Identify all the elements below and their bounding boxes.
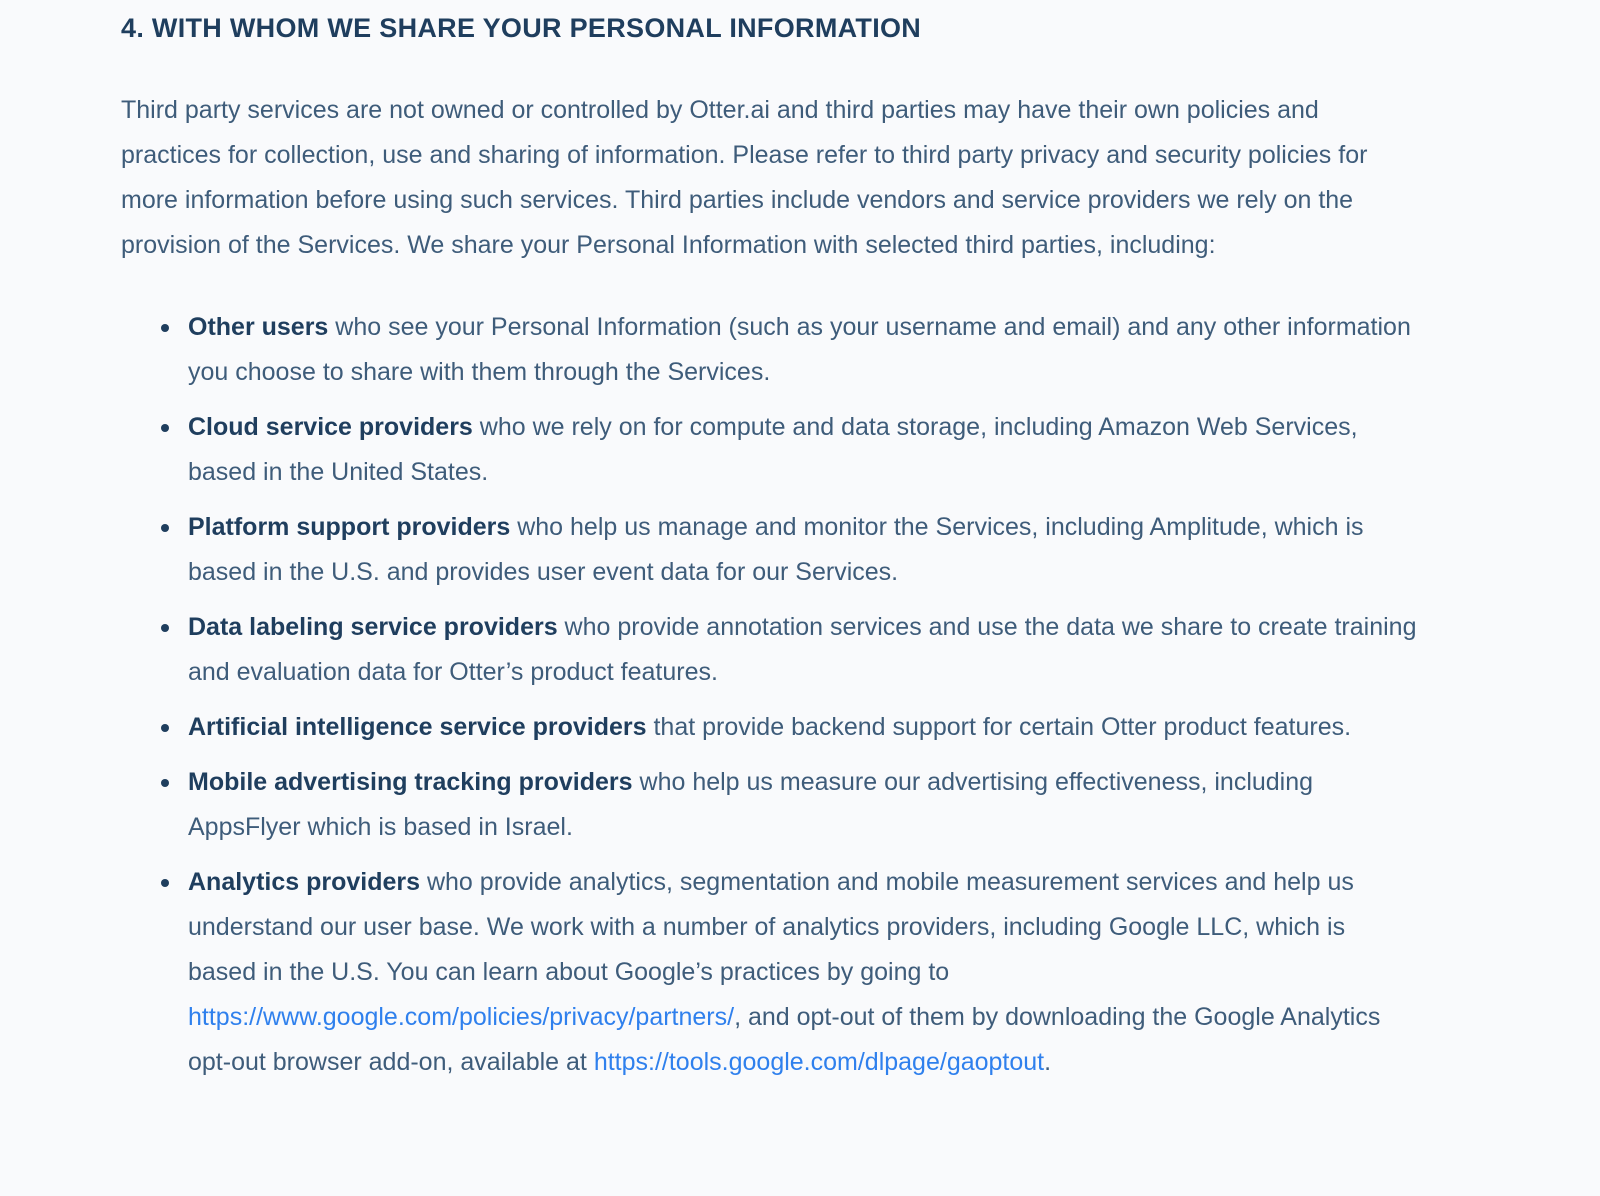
list-item-other-users	[121, 305, 1418, 395]
bullet-icon	[161, 879, 169, 887]
bullet-icon	[161, 424, 169, 432]
list-item-text: who we rely on for compute and data storage, including Amazon Web Services, based in the United States.	[188, 413, 1358, 486]
google-analytics-optout-link[interactable]: https://tools.google.com/dlpage/gaoptout	[593, 1048, 1045, 1076]
list-item-text: that provide backend support for certain Otter product features.	[646, 713, 1352, 741]
list-item-lead: Mobile advertising tracking providers	[188, 768, 633, 796]
section-heading: 4. WITH WHOM WE SHARE YOUR PERSONAL INFORMATION	[121, 13, 922, 43]
list-item-text: who see your Personal Information (such as your username and email) and any other information you choose to share with them through the Services.	[188, 313, 1411, 386]
list-item-lead: Platform support providers	[188, 513, 511, 541]
bullet-icon	[161, 324, 169, 332]
list-item-text: .	[1044, 1048, 1052, 1076]
list-item-analytics-providers	[121, 860, 1418, 1085]
bullet-icon	[161, 724, 169, 732]
list-item-text: who help us measure our advertising effectiveness, including AppsFlyer which is based in Israel.	[188, 768, 1314, 841]
list-item-lead: Analytics providers	[188, 868, 421, 896]
bullet-icon	[161, 624, 169, 632]
list-item-text: , and opt-out of them by downloading the Google Analytics opt-out browser add-on, available at	[188, 1003, 1381, 1076]
list-item-cloud-service-providers	[121, 405, 1418, 495]
intro-paragraph: Third party services are not owned or controlled by Otter.ai and third parties may have their own policies and practices for collection, use and sharing of information. Please refer to third party privacy and security policies for more information before using such services. Third parties include vendors and service providers we rely on the provision of the Services. We share your Personal Information with selected third parties, including:	[121, 96, 1368, 259]
list-item-text: who provide annotation services and use the data we share to create training and evaluation data for Otter’s product features.	[188, 613, 1417, 686]
third-party-list	[121, 305, 1460, 1085]
list-item-lead: Cloud service providers	[188, 413, 473, 441]
list-item-ai-service-providers	[121, 705, 1418, 750]
google-privacy-partners-link[interactable]: https://www.google.com/policies/privacy/partners/	[188, 1003, 735, 1031]
list-item-platform-support-providers	[121, 505, 1418, 595]
bullet-icon	[161, 524, 169, 532]
bullet-icon	[161, 779, 169, 787]
list-item-text: who provide analytics, segmentation and mobile measurement services and help us understand our user base. We work with a number of analytics providers, including Google LLC, which is based in the U.S. You can learn about Google’s practices by going to	[188, 868, 1354, 986]
list-item-data-labeling-providers	[121, 605, 1418, 695]
list-item-lead: Artificial intelligence service providers	[188, 713, 647, 741]
list-item-mobile-ad-tracking-providers	[121, 760, 1418, 850]
list-item-text: who help us manage and monitor the Services, including Amplitude, which is based in the U.S. and provides user event data for our Services.	[188, 513, 1364, 586]
list-item-lead: Other users	[188, 313, 329, 341]
list-item-lead: Data labeling service providers	[188, 613, 558, 641]
